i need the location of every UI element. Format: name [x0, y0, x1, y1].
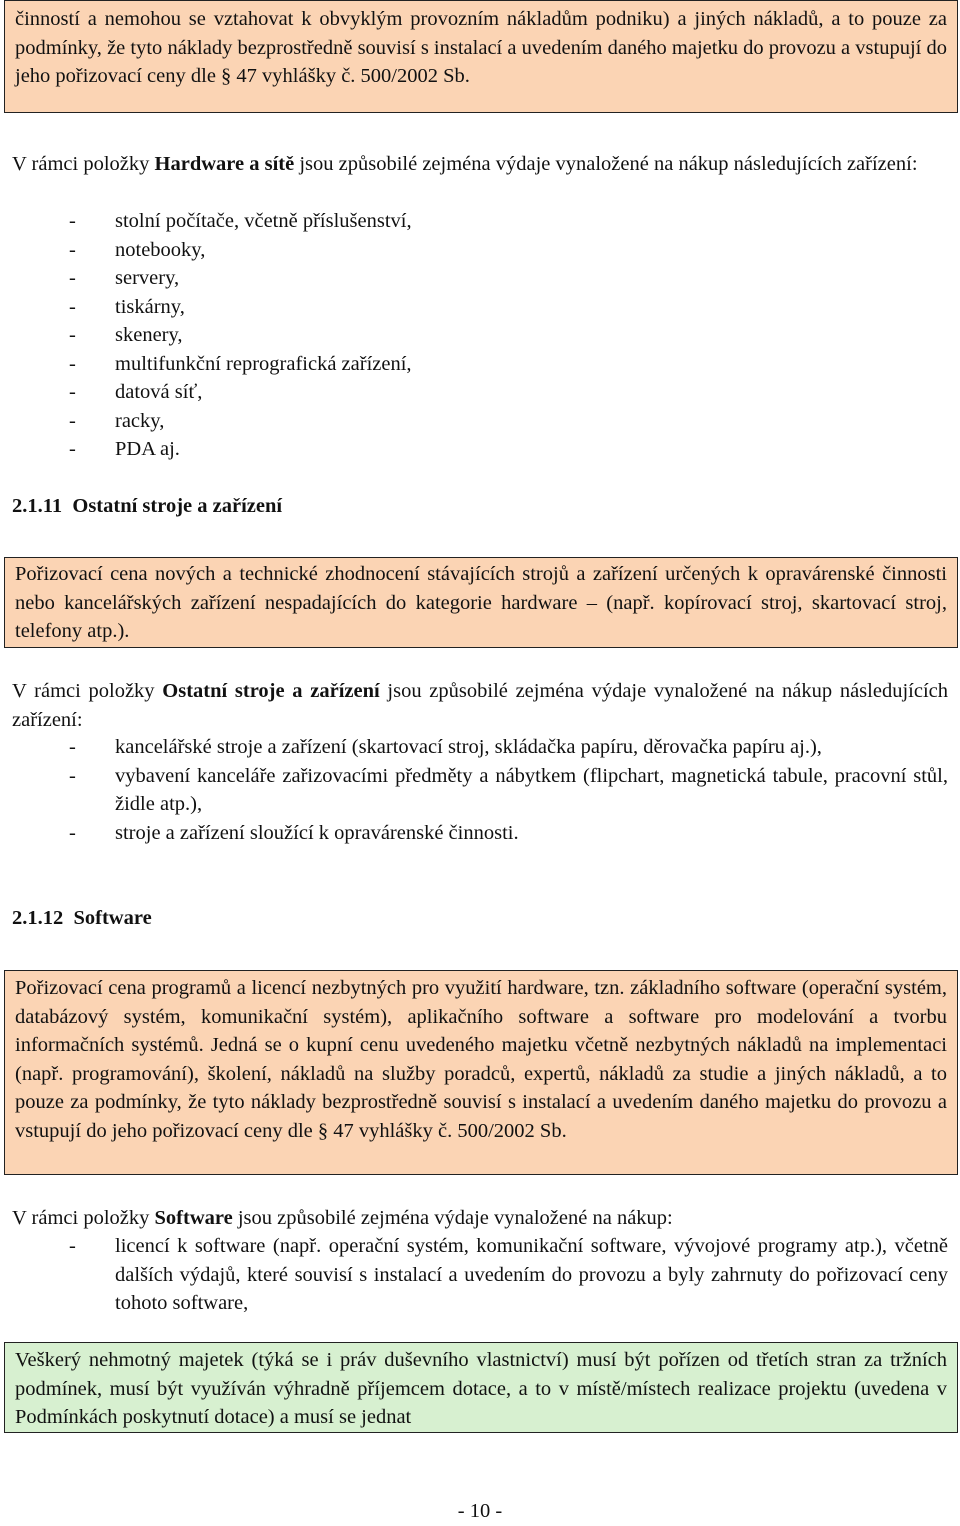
- hardware-suffix: jsou způsobilé zejména výdaje vynaložené na nákup následujících zařízení:: [294, 153, 918, 175]
- green-box-text: Veškerý nehmotný majetek (týká se i práv duševního vlastnictví) musí být pořízen od třetích stran za tržních podmínek, musí být využíván výhradně příjemcem dotace, a to v místě/místech realizace projektu (uvedena v Podmínkách poskytnutí dotace) a musí se jednat: [15, 1349, 947, 1428]
- green-note-box: [4, 1342, 958, 1433]
- hardware-paragraph: [12, 150, 948, 179]
- list-item: - stolní počítače, včetně příslušenství,: [12, 207, 948, 236]
- software-paragraph: [12, 1204, 948, 1233]
- list-item: - notebooky,: [12, 236, 948, 265]
- hardware-list: [12, 207, 948, 464]
- software-list: [12, 1232, 948, 1318]
- list-item: - tiskárny,: [12, 293, 948, 322]
- box-2-1-11: [4, 557, 958, 648]
- list-item: - datová síť,: [12, 378, 948, 407]
- software-prefix: V rámci položky: [12, 1207, 155, 1229]
- list-item: - skenery,: [12, 321, 948, 350]
- list-item: - servery,: [12, 264, 948, 293]
- list-item: - multifunkční reprografická zařízení,: [12, 350, 948, 379]
- section-heading-2-1-11: 2.1.11 Ostatní stroje a zařízení: [12, 495, 283, 517]
- software-bold: Software: [154, 1207, 233, 1229]
- ostatni-bold: Ostatní stroje a zařízení: [162, 680, 380, 702]
- ostatni-prefix: V rámci položky: [12, 680, 163, 702]
- list-item: - licencí k software (např. operační systém, komunikační software, vývojové programy atp.), včetně dalších výdajů, které souvisí s instalací a uvedením do provozu a byly zahrnuty do pořizovací ceny tohoto software,: [12, 1232, 948, 1318]
- software-suffix: jsou způsobilé zejména výdaje vynaložené na nákup:: [232, 1207, 673, 1229]
- top-orange-box: [4, 0, 958, 113]
- top-box-text: činností a nemohou se vztahovat k obvyklým provozním nákladům podniku) a jiných nákladů, a to pouze za podmínky, že tyto náklady bezprostředně souvisí s instalací a uvedením daného majetku do provozu a vstupují do jeho pořizovací ceny dle § 47 vyhlášky č. 500/2002 Sb.: [15, 8, 947, 87]
- hardware-bold: Hardware a sítě: [154, 153, 295, 175]
- box-2-1-11-text: Pořizovací cena nových a technické zhodnocení stávajících strojů a zařízení určených k opravárenské činnosti nebo kancelářských zařízení nespadajících do kategorie hardware – (např. kopírovací stroj, skartovací stroj, telefony atp.).: [15, 563, 947, 642]
- ostatni-list: [12, 733, 948, 847]
- list-item: - kancelářské stroje a zařízení (skartovací stroj, skládačka papíru, děrovačka papíru aj.),: [12, 733, 948, 762]
- list-item: - vybavení kanceláře zařizovacími předměty a nábytkem (flipchart, magnetická tabule, pracovní stůl, židle atp.),: [12, 762, 948, 819]
- hardware-prefix: V rámci položky: [12, 153, 155, 175]
- box-2-1-12: [4, 970, 958, 1175]
- ostatni-suffix: jsou způsobilé zejména výdaje vynaložené na nákup následujících zařízení:: [12, 680, 948, 731]
- section-heading-2-1-12: 2.1.12 Software: [12, 907, 152, 929]
- page-number: - 10 -: [457, 1500, 503, 1522]
- list-item: - racky,: [12, 407, 948, 436]
- list-item: - PDA aj.: [12, 435, 948, 464]
- list-item: - stroje a zařízení sloužící k opravárenské činnosti.: [12, 819, 948, 848]
- ostatni-paragraph: [12, 677, 948, 734]
- box-2-1-12-text: Pořizovací cena programů a licencí nezbytných pro využití hardware, tzn. základního software (operační systém, databázový systém, komunikační systém), aplikačního software a software pro modelování a tvorbu informačních systémů. Jedná se o kupní cenu uvedeného majetku včetně nezbytných nákladů na implementaci (např. programování), školení, nákladů na služby poradců, expertů, nákladů za studie a jiných nákladů, a to pouze za podmínky, že tyto náklady bezprostředně souvisí s instalací a uvedením daného majetku do provozu a vstupují do jeho pořizovací ceny dle § 47 vyhlášky č. 500/2002 Sb.: [15, 977, 947, 1142]
